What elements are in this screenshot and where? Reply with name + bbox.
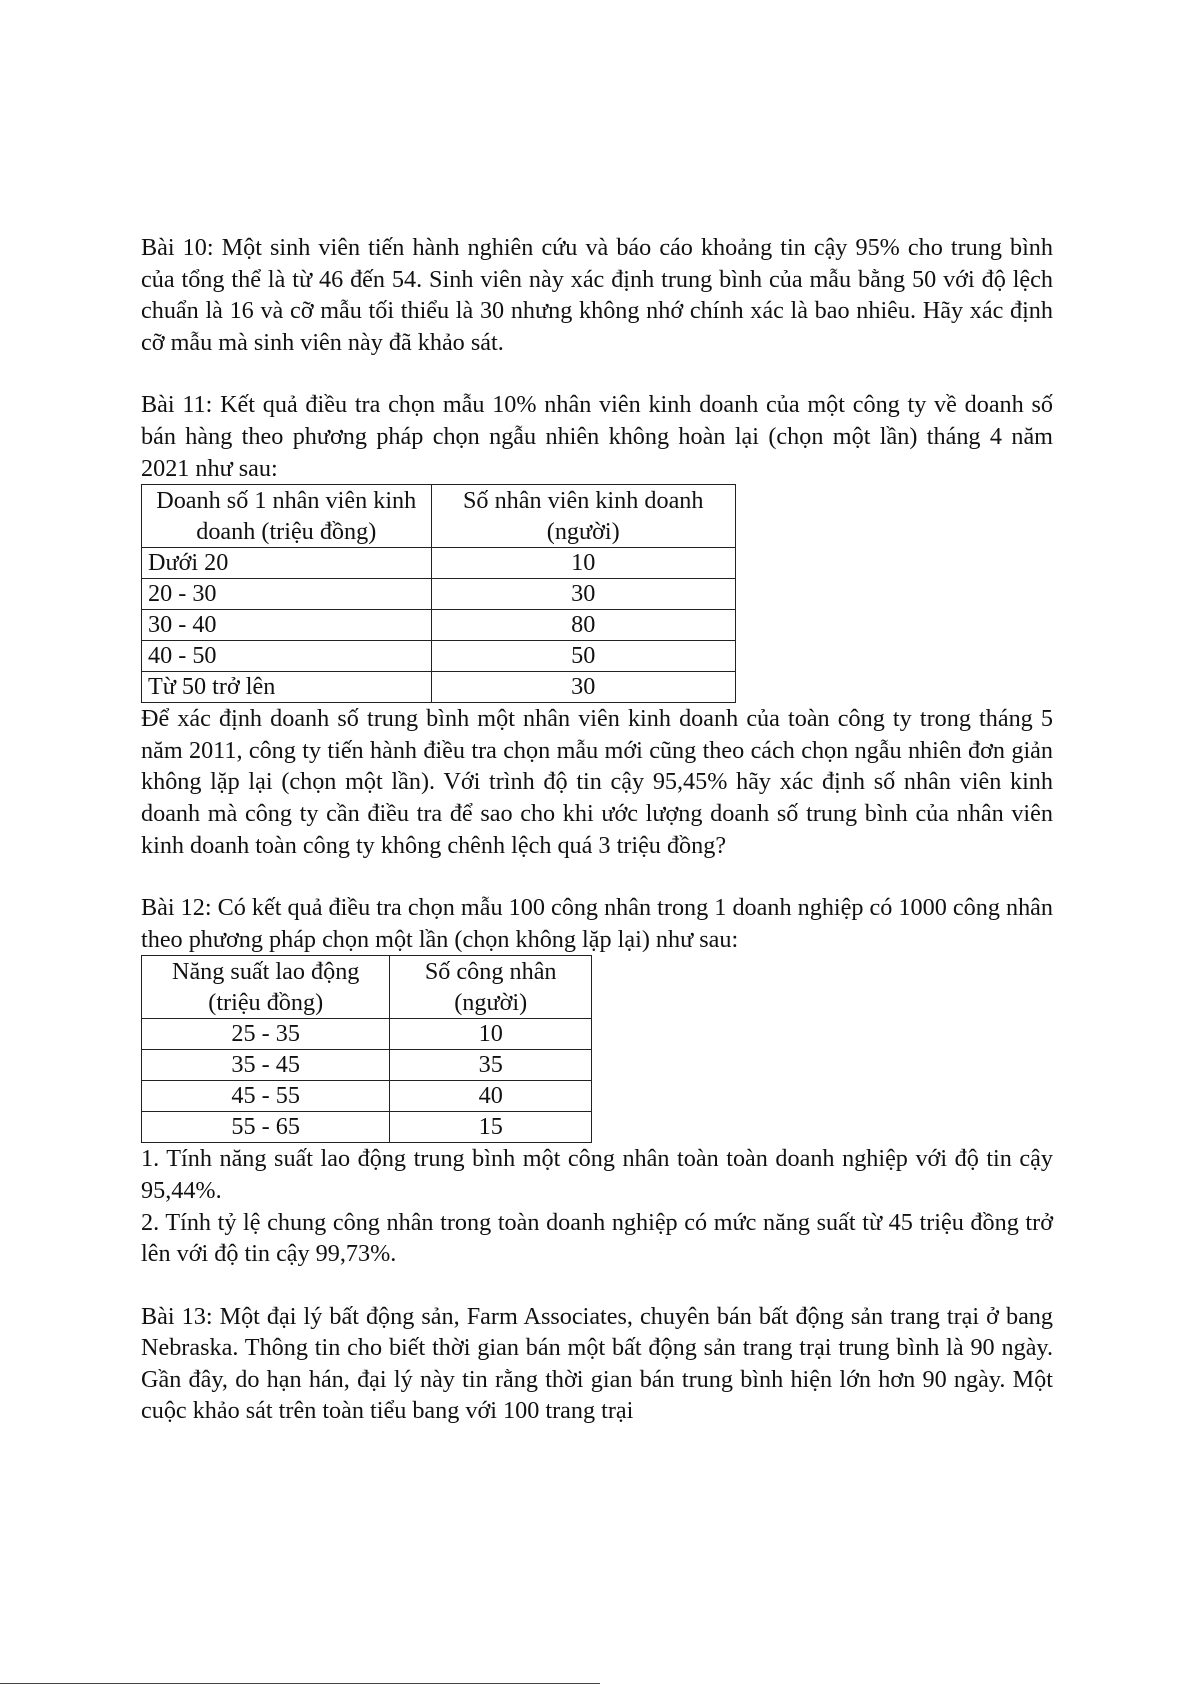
table-row [142, 641, 736, 672]
table-header-row [142, 956, 592, 1019]
table-cell-count: 50 [431, 641, 736, 672]
bai12-intro: Bài 12: Có kết quả điều tra chọn mẫu 100 công nhân trong 1 doanh nghiệp có 1000 công nhân theo phương pháp chọn một lần (chọn không lặp lại) như sau: [141, 894, 1053, 953]
table-cell-count: 30 [431, 672, 736, 703]
table-cell-range: Dưới 20 [142, 548, 432, 579]
table-cell-count: 80 [431, 610, 736, 641]
table-cell-range: 45 - 55 [142, 1081, 390, 1112]
table-row [142, 1019, 592, 1050]
bai12-table [141, 955, 592, 1143]
bai11-table [141, 484, 736, 703]
table-header-cell: Số công nhân (người) [390, 956, 592, 1019]
table-cell-range: 20 - 30 [142, 579, 432, 610]
table-row [142, 672, 736, 703]
table-row [142, 1050, 592, 1081]
table-cell-count: 30 [431, 579, 736, 610]
page-bottom-rule [0, 1683, 600, 1684]
bai12-question-1: 1. Tính năng suất lao động trung bình một công nhân toàn toàn doanh nghiệp với độ tin cậy 95,44%. [141, 1145, 1053, 1204]
bai13-paragraph: Bài 13: Một đại lý bất động sản, Farm Associates, chuyên bán bất động sản trang trại ở bang Nebraska. Thông tin cho biết thời gian bán một bất động sản trang trại trung bình là 90 ngày. Gần đây, do hạn hán, đại lý này tin rằng thời gian bán trung bình hiện lớn hơn 90 ngày. Một cuộc khảo sát trên toàn tiểu bang với 100 trang trại [141, 1302, 1053, 1425]
table-row [142, 579, 736, 610]
table-cell-count: 10 [431, 548, 736, 579]
table-header-row [142, 485, 736, 548]
bai12-question-2: 2. Tính tỷ lệ chung công nhân trong toàn doanh nghiệp có mức năng suất từ 45 triệu đồng trở lên với độ tin cậy 99,73%. [141, 1208, 1053, 1268]
table-cell-count: 10 [390, 1019, 592, 1050]
document-page [141, 232, 1053, 1427]
table-cell-range: 25 - 35 [142, 1019, 390, 1050]
table-cell-range: 30 - 40 [142, 610, 432, 641]
table-row [142, 1112, 592, 1143]
bai11-question: Để xác định doanh số trung bình một nhân viên kinh doanh của toàn công ty trong tháng 5 năm 2011, công ty tiến hành điều tra chọn mẫu mới cũng theo cách chọn ngẫu nhiên đơn giản không lặp lại (chọn một lần). Với trình độ tin cậy 95,45% hãy xác định số nhân viên kinh doanh mà công ty cần điều tra để sao cho khi ước lượng doanh số trung bình của nhân viên kinh doanh toàn công ty không chênh lệch quá 3 triệu đồng? [141, 705, 1053, 859]
table-cell-count: 15 [390, 1112, 592, 1143]
table-cell-range: 55 - 65 [142, 1112, 390, 1143]
table-header-cell: Doanh số 1 nhân viên kinh doanh (triệu đồng) [142, 485, 432, 548]
table-cell-range: 35 - 45 [142, 1050, 390, 1081]
table-cell-range: Từ 50 trở lên [142, 672, 432, 703]
table-row [142, 548, 736, 579]
table-row [142, 610, 736, 641]
table-row [142, 1081, 592, 1112]
table-header-cell: Số nhân viên kinh doanh (người) [431, 485, 736, 548]
bai11-intro: Bài 11: Kết quả điều tra chọn mẫu 10% nhân viên kinh doanh của một công ty về doanh số bán hàng theo phương pháp chọn ngẫu nhiên không hoàn lại (chọn một lần) tháng 4 năm 2021 như sau: [141, 391, 1053, 482]
spacer [141, 861, 1053, 892]
spacer [141, 1270, 1053, 1301]
table-cell-count: 35 [390, 1050, 592, 1081]
table-cell-range: 40 - 50 [142, 641, 432, 672]
bai10-paragraph: Bài 10: Một sinh viên tiến hành nghiên cứu và báo cáo khoảng tin cậy 95% cho trung bình của tổng thể là từ 46 đến 54. Sinh viên này xác định trung bình của mẫu bằng 50 với độ lệch chuẩn là 16 và cỡ mẫu tối thiểu là 30 nhưng không nhớ chính xác là bao nhiêu. Hãy xác định cỡ mẫu mà sinh viên này đã khảo sát. [141, 234, 1053, 356]
spacer [141, 358, 1053, 389]
table-cell-count: 40 [390, 1081, 592, 1112]
table-header-cell: Năng suất lao động (triệu đồng) [142, 956, 390, 1019]
